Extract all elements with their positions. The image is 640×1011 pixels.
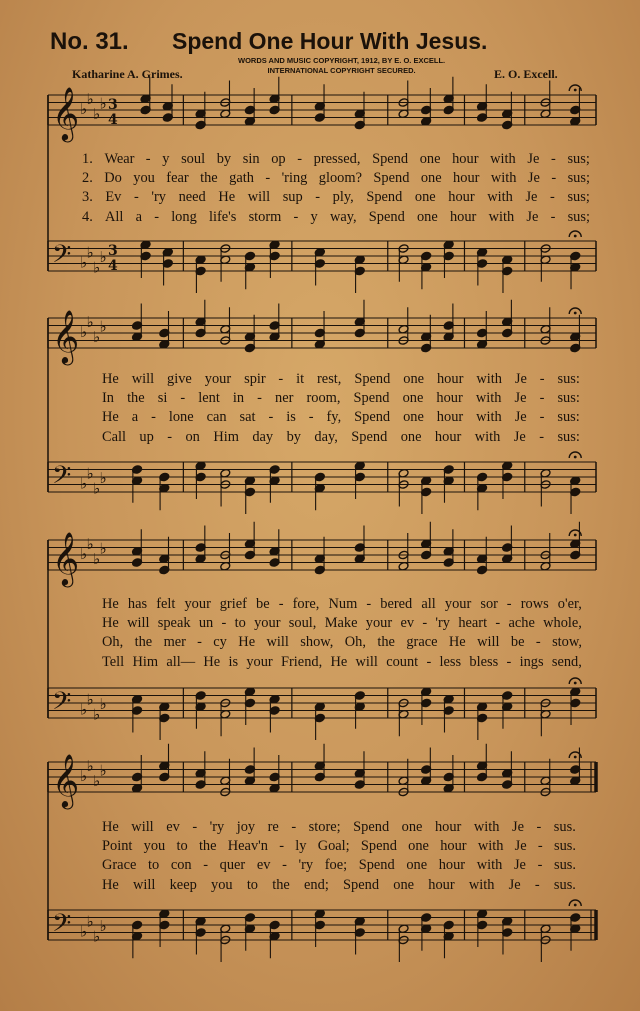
- time-signature-numerator: 3: [108, 97, 118, 113]
- flat-accidental: ♭: [80, 767, 88, 785]
- flat-accidental: ♭: [80, 700, 88, 719]
- treble-clef: 𝄞: [52, 531, 80, 585]
- lyric-line: He will keep you to the end; Spend one hour with Je - sus.: [102, 876, 576, 893]
- bass-clef: 𝄢: [52, 240, 72, 275]
- flat-accidental: ♭: [99, 761, 107, 780]
- treble-clef: 𝄞: [52, 86, 80, 140]
- flat-accidental: ♭: [80, 545, 88, 563]
- lyric-line: 4. All a - long life's storm - y way, Spend one hour with Je - sus;: [82, 208, 590, 225]
- hymn-title: Spend One Hour With Jesus.: [172, 28, 488, 54]
- flat-accidental: ♭: [80, 323, 88, 341]
- flat-accidental: ♭: [93, 258, 101, 277]
- flat-accidental: ♭: [86, 312, 94, 331]
- flat-accidental: ♭: [80, 100, 88, 118]
- bass-clef: 𝄢: [52, 687, 72, 722]
- flat-accidental: ♭: [86, 89, 94, 108]
- lyric-line: Call up - on Him day by day, Spend one hour with Je - sus:: [102, 428, 580, 445]
- copyright-line: WORDS AND MUSIC COPYRIGHT, 1912, BY E. O. EXCELL.: [238, 56, 446, 65]
- flat-accidental: ♭: [86, 756, 94, 775]
- lyrics-block: [102, 595, 582, 672]
- treble-clef: 𝄞: [52, 753, 80, 807]
- flat-accidental: ♭: [99, 94, 107, 113]
- flat-accidental: ♭: [86, 464, 94, 483]
- lyric-line: 3. Ev - 'ry need He will sup - ply, Spend one hour with Je - sus;: [82, 189, 590, 206]
- flat-accidental: ♭: [93, 479, 101, 498]
- lyric-line: 1. Wear - y soul by sin op - pressed, Spend one hour with Je - sus;: [82, 151, 590, 167]
- treble-clef: 𝄞: [52, 309, 80, 363]
- time-signature-denominator: 4: [108, 258, 118, 274]
- fermata-dot: [574, 904, 577, 907]
- composer-credit: E. O. Excell.: [494, 67, 558, 81]
- lyric-line: In the si - lent in - ner room, Spend one hour with Je - sus:: [102, 390, 580, 407]
- lyric-line: Grace to con - quer ev - 'ry foe; Spend one hour with Je - sus.: [102, 857, 576, 874]
- flat-accidental: ♭: [80, 474, 88, 493]
- fermata-dot: [574, 682, 577, 685]
- lyric-line: He has felt your grief be - fore, Num - bered all your sor - rows o'er,: [102, 596, 582, 612]
- flat-accidental: ♭: [80, 253, 88, 272]
- lyric-line: He a - lone can sat - is - fy, Spend one hour with Je - sus:: [102, 409, 580, 426]
- bass-clef: 𝄢: [52, 909, 72, 944]
- lyric-line: 2. Do you fear the gath - 'ring gloom? Spend one hour with Je - sus;: [82, 170, 590, 187]
- lyric-line: He will ev - 'ry joy re - store; Spend one hour with Je - sus.: [102, 819, 576, 835]
- lyrics-block: [82, 150, 590, 227]
- flat-accidental: ♭: [99, 317, 107, 336]
- time-signature-denominator: 4: [108, 112, 118, 128]
- flat-accidental: ♭: [99, 539, 107, 558]
- flat-accidental: ♭: [99, 248, 107, 266]
- flat-accidental: ♭: [93, 771, 101, 790]
- fermata-dot: [574, 534, 577, 537]
- flat-accidental: ♭: [93, 327, 101, 346]
- lyricist-credit: Katharine A. Grimes.: [72, 67, 183, 81]
- lyrics-block: [102, 370, 580, 447]
- fermata-dot: [574, 756, 577, 759]
- flat-accidental: ♭: [86, 912, 94, 931]
- fermata-dot: [574, 235, 577, 238]
- flat-accidental: ♭: [93, 705, 101, 724]
- hymn-number: No. 31.: [50, 28, 129, 55]
- flat-accidental: ♭: [93, 927, 101, 946]
- flat-accidental: ♭: [86, 690, 94, 709]
- flat-accidental: ♭: [80, 922, 88, 941]
- lyric-line: Tell Him all— He is your Friend, He will count - less bless - ings send,: [102, 653, 582, 670]
- flat-accidental: ♭: [99, 695, 107, 713]
- copyright-line: INTERNATIONAL COPYRIGHT SECURED.: [267, 66, 416, 75]
- fermata-dot: [574, 312, 577, 315]
- lyric-line: Oh, the mer - cy He will show, Oh, the grace He will be - stow,: [102, 634, 582, 651]
- lyric-line: He will speak un - to your soul, Make your ev - 'ry heart - ache whole,: [102, 615, 582, 632]
- lyric-line: He will give your spir - it rest, Spend one hour with Je - sus:: [102, 371, 580, 387]
- flat-accidental: ♭: [99, 917, 107, 935]
- flat-accidental: ♭: [86, 534, 94, 553]
- lyric-line: Point you to the Heav'n - ly Goal; Spend one hour with Je - sus.: [102, 838, 576, 855]
- flat-accidental: ♭: [86, 243, 94, 262]
- fermata-dot: [574, 456, 577, 459]
- fermata-dot: [574, 89, 577, 92]
- flat-accidental: ♭: [93, 104, 101, 123]
- lyrics-block: [102, 818, 576, 895]
- flat-accidental: ♭: [99, 469, 107, 487]
- time-signature-numerator: 3: [108, 243, 118, 259]
- bass-clef: 𝄢: [52, 461, 72, 496]
- flat-accidental: ♭: [93, 549, 101, 568]
